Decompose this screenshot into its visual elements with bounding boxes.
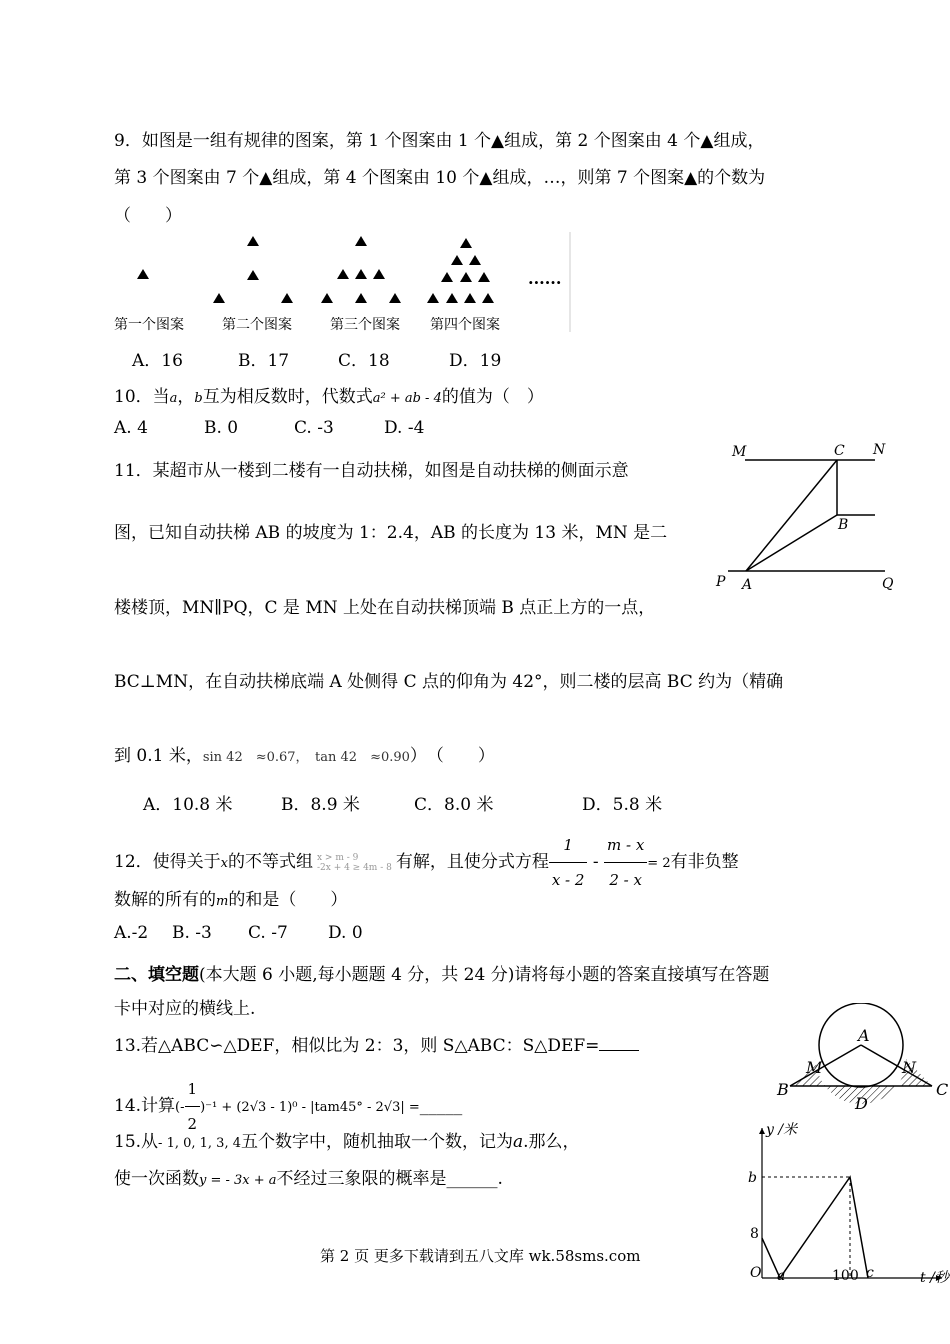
q9-option-a: A．16: [132, 351, 183, 371]
q15-answer-blank[interactable]: ______: [446, 1169, 498, 1189]
q12-system-top: x > m - 9: [316, 852, 359, 863]
label-8: 8: [750, 1226, 759, 1242]
pattern-2: [213, 236, 293, 303]
q11-option-b: B．8.9 米: [281, 795, 360, 815]
y-axis-label: y /米: [766, 1122, 798, 1138]
q12-minus: -: [592, 852, 599, 872]
q12-frac2-den: 2 - x: [609, 871, 642, 889]
q15-period: .: [497, 1169, 503, 1189]
label-q: Q: [882, 576, 894, 592]
q15-var-a: a: [513, 1132, 524, 1152]
section2-line2: 卡中对应的横线上.: [114, 999, 256, 1019]
q12-stem: [114, 828, 739, 889]
q13-text: 13.若△ABC∽△DEF，相似比为 2：3，则 S△ABC：S△DEF=: [114, 1036, 600, 1056]
q14-open: (-: [175, 1100, 185, 1115]
section2-line1: [114, 960, 769, 985]
q14-answer-blank[interactable]: _____: [419, 1096, 463, 1116]
q15-suffix: .那么，: [523, 1132, 580, 1152]
pattern-3: [321, 236, 401, 303]
label-c: C: [936, 1080, 949, 1099]
pattern-4: [427, 238, 494, 303]
q12-prefix: 12．使得关于: [114, 852, 221, 872]
q9-paren: （ ）: [114, 206, 182, 226]
q15-line2: [114, 1164, 503, 1189]
q10-var-b: b: [194, 391, 203, 406]
pattern-1: [137, 269, 149, 279]
q11-line5-suffix: ） （ ）: [409, 746, 495, 766]
pattern-label-4: 第四个图案: [430, 317, 500, 333]
label-b: B: [838, 517, 849, 533]
q12-equals: = 2: [647, 856, 671, 871]
label-n: N: [902, 1058, 916, 1077]
q11-line4: BC⊥MN，在自动扶梯底端 A 处侧得 C 点的仰角为 42°，则二楼的层高 BC 约为（精确: [114, 672, 784, 692]
q10-suffix: 的值为（ ）: [441, 387, 544, 407]
q14-frac-den: 2: [187, 1115, 198, 1133]
q12-mid2: 有解，且使分式方程: [395, 852, 549, 872]
q12-mid1: 的不等式组: [227, 852, 313, 872]
label-b: B: [777, 1080, 789, 1099]
q12-frac1-den: x - 2: [551, 871, 585, 889]
q12-var-m: m: [216, 894, 229, 909]
label-b: b: [748, 1170, 757, 1186]
q10-option-a: A. 4: [114, 418, 148, 438]
q12-option-d: D. 0: [328, 923, 363, 943]
label-d: D: [855, 1094, 868, 1113]
q12-inequality-system: [317, 853, 392, 873]
q12-frac1-num: 1: [549, 828, 588, 863]
q11-line3: 楼楼顶，MN∥PQ，C 是 MN 上处在自动扶梯顶端 B 点正上方的一点，: [114, 598, 656, 618]
escalator-ab: [746, 515, 837, 571]
q14-frac-num: 1: [185, 1072, 201, 1107]
q12-option-a: A.-2: [114, 923, 149, 943]
q11-option-a: A．10.8 米: [143, 795, 233, 815]
q12-frac2-num: m - x: [604, 828, 647, 863]
section2-instructions: (本大题 6 小题,每小题题 4 分，共 24 分)请将每小题的答案直接填写在答题: [199, 965, 770, 985]
section2-heading: 二、填空题: [114, 965, 199, 985]
label-a: a: [777, 1268, 786, 1284]
pattern-label-2: 第二个图案: [222, 317, 292, 333]
q11-escalator-figure: [710, 438, 900, 598]
q12-fraction-1: [549, 828, 588, 897]
q15-line2-prefix: 使一次函数: [114, 1169, 199, 1189]
q10-option-d: D. -4: [384, 418, 425, 438]
q15-prefix: 15.从: [114, 1132, 159, 1152]
q12-line2-suffix: 的和是（ ）: [228, 890, 348, 910]
label-100: 100: [832, 1268, 859, 1284]
q15-numbers: - 1, 0, 1, 3, 4: [158, 1136, 241, 1151]
pattern-label-3: 第三个图案: [330, 317, 400, 333]
q9-option-c: C．18: [338, 351, 390, 371]
q15-function: y = - 3x + a: [199, 1173, 277, 1188]
q10-mid: 互为相反数时，代数式: [202, 387, 373, 407]
distance-line: [762, 1177, 868, 1278]
pattern-label-1: 第一个图案: [114, 317, 184, 333]
q15-mid: 五个数字中，随机抽取一个数，记为: [241, 1132, 513, 1152]
sightline-ac: [746, 460, 837, 571]
q11-trig-values: sin 42 ≈0.67， tan 42 ≈0.90: [202, 750, 410, 765]
q9-pattern-figure: [112, 232, 574, 334]
q9-line1: 9．如图是一组有规律的图案，第 1 个图案由 1 个▲组成，第 2 个图案由 4 个▲组成，: [114, 131, 765, 151]
q12-line2-prefix: 数解的所有的: [114, 890, 216, 910]
label-origin: O: [750, 1265, 762, 1281]
q11-option-d: D．5.8 米: [582, 795, 663, 815]
q9-line2: 第 3 个图案由 7 个▲组成，第 4 个图案由 10 个▲组成，…，则第 7 个图案▲的个数为: [114, 168, 766, 188]
x-axis-label: t /秒: [920, 1270, 949, 1286]
distance-time-graph: [744, 1120, 950, 1290]
q14-expression: )⁻¹ + (2√3 - 1)⁰ - |tam45° - 2√3| =: [200, 1100, 420, 1115]
q12-option-c: C. -7: [248, 923, 288, 943]
q12-fraction-2: [604, 828, 647, 897]
q10-expression: a² + ab - 4: [372, 391, 442, 406]
label-m: M: [732, 444, 747, 460]
q13-circle-figure: [772, 1003, 950, 1115]
q12-option-b: B. -3: [172, 923, 212, 943]
q12-var-x: x: [220, 856, 228, 871]
q9-option-d: D．19: [449, 351, 502, 371]
q12-suffix: 有非负整: [670, 852, 739, 872]
label-a: A: [858, 1026, 870, 1045]
page-footer: 第 2 页 更多下载请到五八文库 wk.58sms.com: [320, 1247, 641, 1265]
pattern-dots: ......: [528, 269, 562, 288]
q11-line1: 11．某超市从一楼到二楼有一自动扶梯，如图是自动扶梯的侧面示意: [114, 461, 629, 481]
q12-line2: [114, 885, 347, 910]
q11-line5-prefix: 到 0.1 米，: [114, 746, 203, 766]
label-n: N: [873, 442, 886, 458]
q11-line2: 图，已知自动扶梯 AB 的坡度为 1：2.4，AB 的长度为 13 米，MN 是二: [114, 523, 668, 543]
q10-sep: ，: [177, 387, 195, 407]
label-c: c: [866, 1265, 874, 1281]
q10-option-b: B. 0: [204, 418, 239, 438]
q13-answer-blank[interactable]: [599, 1036, 639, 1051]
q10-stem: [114, 382, 544, 407]
q9-option-b: B．17: [238, 351, 290, 371]
q10-option-c: C. -3: [294, 418, 334, 438]
q14-prefix: 14.计算: [114, 1096, 176, 1116]
label-m: M: [806, 1058, 823, 1077]
q12-system-bottom: -2x + 4 ≥ 4m - 8: [316, 862, 392, 873]
label-p: P: [716, 574, 726, 590]
q13-stem: [114, 1031, 639, 1056]
label-a: A: [742, 577, 753, 593]
label-c: C: [834, 443, 845, 459]
q11-line5: [114, 741, 495, 766]
q15-line2-suffix: 不经过三象限的概率是: [276, 1169, 447, 1189]
q15-line1: [114, 1127, 580, 1152]
q10-var-a: a: [169, 391, 178, 406]
q10-prefix: 10．当: [114, 387, 170, 407]
q11-option-c: C．8.0 米: [414, 795, 494, 815]
